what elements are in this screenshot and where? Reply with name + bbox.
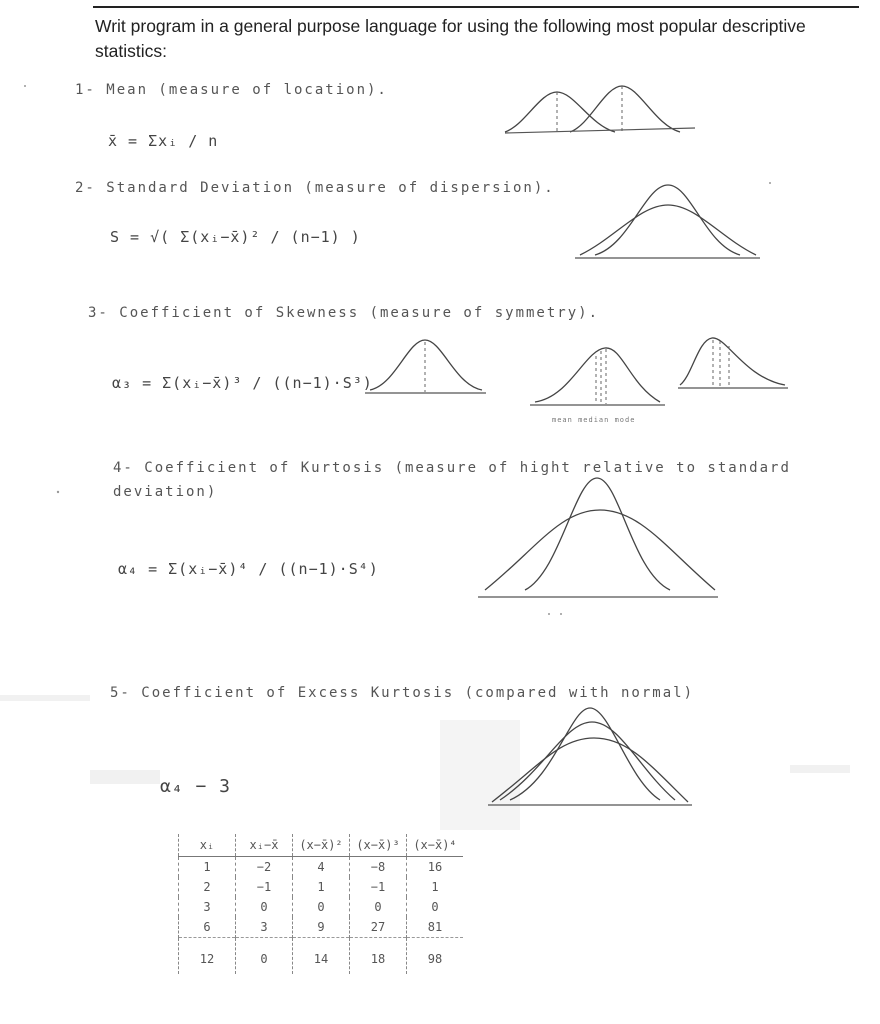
table-cell: −8 bbox=[350, 857, 407, 878]
axis-line bbox=[505, 128, 695, 133]
deviation-table bbox=[178, 834, 463, 974]
mean-location-sketch bbox=[505, 86, 695, 133]
table-header: (x−x̄)³ bbox=[350, 834, 407, 857]
section-excess-kurtosis-title: 5- Coefficient of Excess Kurtosis (compared with normal) bbox=[110, 685, 695, 701]
skewness-sketch bbox=[365, 338, 788, 405]
std-formula: S = √( Σ(xᵢ−x̄)² / (n−1) ) bbox=[110, 228, 361, 246]
table-total-cell: 12 bbox=[179, 938, 236, 975]
kurtosis-formula: α₄ = Σ(xᵢ−x̄)⁴ / ((n−1)·S⁴) bbox=[118, 560, 379, 578]
table-cell: −2 bbox=[236, 857, 293, 878]
table-cell: −1 bbox=[236, 877, 293, 897]
section-skewness-title: 3- Coefficient of Skewness (measure of symmetry). bbox=[88, 305, 600, 321]
bell-curve-wide bbox=[580, 205, 756, 255]
section-std-title: 2- Standard Deviation (measure of dispersion). bbox=[75, 180, 555, 196]
table-cell: 1 bbox=[407, 877, 464, 897]
table-cell: 4 bbox=[293, 857, 350, 878]
table-header-row bbox=[179, 834, 464, 857]
table-header: (x−x̄)² bbox=[293, 834, 350, 857]
table-header: (x−x̄)⁴ bbox=[407, 834, 464, 857]
table-totals-row bbox=[179, 938, 464, 975]
mean-formula: x̄ = Σxᵢ / n bbox=[108, 132, 219, 150]
section-kurtosis-title: 4- Coefficient of Kurtosis (measure of hight relative to standard deviation) bbox=[113, 460, 791, 500]
table-header: xᵢ−x̄ bbox=[236, 834, 293, 857]
excess-kurtosis-formula: α₄ − 3 bbox=[160, 776, 232, 797]
table-cell: 3 bbox=[179, 897, 236, 917]
skewness-formula: α₃ = Σ(xᵢ−x̄)³ / ((n−1)·S³) bbox=[112, 374, 373, 392]
table-header: xᵢ bbox=[179, 834, 236, 857]
table-cell: 0 bbox=[236, 897, 293, 917]
table-cell: 1 bbox=[293, 877, 350, 897]
table-total-cell: 0 bbox=[236, 938, 293, 975]
excess-kurtosis-sketch bbox=[488, 708, 692, 805]
platykurtic-curve bbox=[492, 738, 688, 802]
table-cell: 2 bbox=[179, 877, 236, 897]
right-skewed-curve bbox=[680, 338, 785, 385]
table-row bbox=[179, 857, 464, 878]
left-skewed-curve bbox=[535, 348, 660, 402]
table-total-cell: 98 bbox=[407, 938, 464, 975]
bell-curve-narrow bbox=[595, 185, 740, 255]
table-cell: 81 bbox=[407, 917, 464, 938]
mean-median-mode-note: mean median mode bbox=[552, 416, 636, 424]
table-cell: 9 bbox=[293, 917, 350, 938]
table-cell: −1 bbox=[350, 877, 407, 897]
table-cell: 16 bbox=[407, 857, 464, 878]
kurtosis-sketch bbox=[478, 478, 718, 597]
table-cell: 0 bbox=[350, 897, 407, 917]
table-row bbox=[179, 897, 464, 917]
dispersion-sketch bbox=[575, 185, 760, 258]
table-row bbox=[179, 877, 464, 897]
table-total-cell: 18 bbox=[350, 938, 407, 975]
flat-curve bbox=[485, 510, 715, 590]
table-total-cell: 14 bbox=[293, 938, 350, 975]
table-cell: 0 bbox=[293, 897, 350, 917]
table-row bbox=[179, 917, 464, 938]
table-cell: 3 bbox=[236, 917, 293, 938]
table-cell: 1 bbox=[179, 857, 236, 878]
bell-curve-left bbox=[505, 92, 615, 132]
table-cell: 6 bbox=[179, 917, 236, 938]
mesokurtic-curve bbox=[500, 722, 675, 800]
table-cell: 0 bbox=[407, 897, 464, 917]
bell-curve-right bbox=[570, 86, 680, 132]
assignment-text: Writ program in a general purpose language for using the following most popular descriptive statistics: bbox=[95, 16, 806, 61]
section-mean-title: 1- Mean (measure of location). bbox=[75, 82, 388, 98]
table-cell: 27 bbox=[350, 917, 407, 938]
symmetric-curve bbox=[370, 340, 482, 390]
